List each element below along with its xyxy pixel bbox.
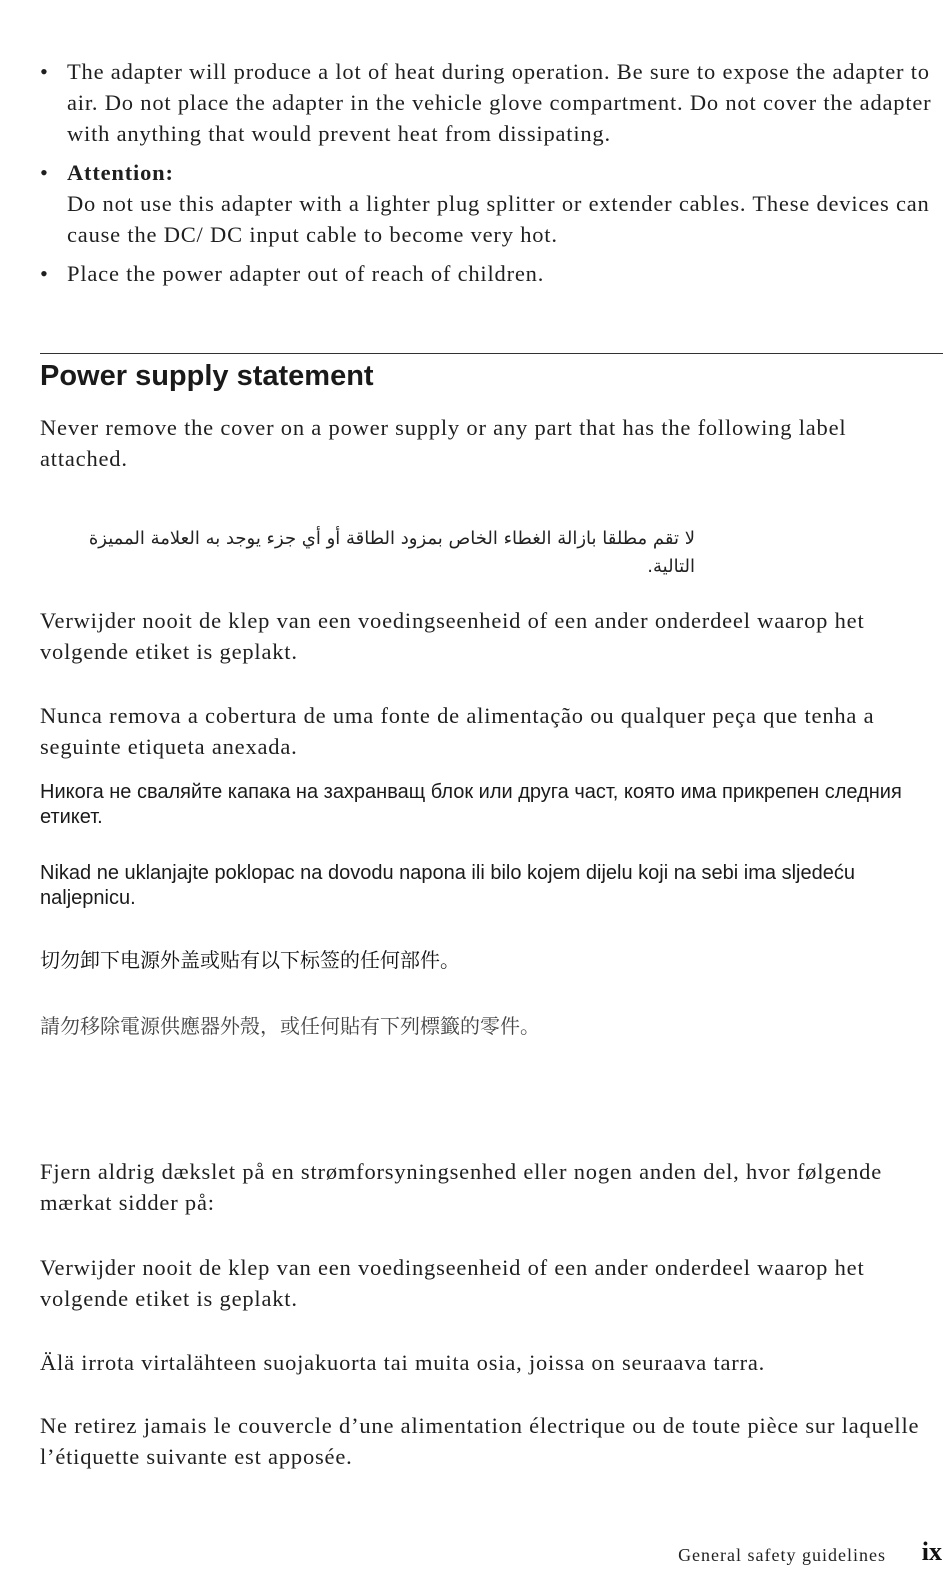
dutch-statement-repeat: Verwijder nooit de klep van een voedingseenheid of een ander onderdeel waarop het volgende etiket is geplakt. xyxy=(40,1255,865,1311)
bullet-text: The adapter will produce a lot of heat during operation. Be sure to expose the adapter to air. Do not place the adapter in the vehicle glove compartment. Do not cover the adapter with anything that would prevent heat from dissipating. xyxy=(67,59,932,146)
bullet-item-attention xyxy=(40,157,940,250)
section-heading: Power supply statement xyxy=(40,360,374,392)
danish-statement: Fjern aldrig dækslet på en strømforsyningsenhed eller nogen anden del, hvor følgende mærkat sidder på: xyxy=(40,1159,882,1215)
finnish-statement: Älä irrota virtalähteen suojakuorta tai muita osia, joissa on seuraava tarra. xyxy=(40,1350,766,1375)
bullet-list xyxy=(40,56,940,297)
bullet-text: Place the power adapter out of reach of children. xyxy=(67,261,545,286)
intro-paragraph: Never remove the cover on a power supply or any part that has the following label attached. xyxy=(40,415,847,471)
arabic-statement: لا تقم مطلقا بازالة الغطاء الخاص بمزود الطاقة أو أي جزء يوجد به العلامة المميزة التالية. xyxy=(88,528,695,577)
dutch-statement: Verwijder nooit de klep van een voedingseenheid of een ander onderdeel waarop het volgende etiket is geplakt. xyxy=(40,608,865,664)
chinese-traditional-statement: 請勿移除電源供應器外殼，或任何貼有下列標籤的零件。 xyxy=(40,1014,540,1038)
french-statement: Ne retirez jamais le couvercle d’une alimentation électrique ou de toute pièce sur laquelle l’étiquette suivante est apposée. xyxy=(40,1413,920,1469)
bullet-icon: • xyxy=(40,160,49,185)
bullet-text: Do not use this adapter with a lighter plug splitter or extender cables. These devices can cause the DC/ DC input cable to become very hot. xyxy=(67,191,930,247)
bullet-icon: • xyxy=(40,261,49,286)
bullet-item-children xyxy=(40,258,940,289)
section-divider xyxy=(40,353,943,354)
bullet-item-heat xyxy=(40,56,940,149)
attention-label: Attention: xyxy=(67,160,174,185)
chinese-simplified-statement: 切勿卸下电源外盖或贴有以下标签的任何部件。 xyxy=(40,948,460,972)
bullet-icon: • xyxy=(40,59,49,84)
portuguese-statement: Nunca remova a cobertura de uma fonte de alimentação ou qualquer peça que tenha a seguinte etiqueta anexada. xyxy=(40,703,875,759)
page-number: ix xyxy=(921,1537,942,1566)
bulgarian-statement: Никога не сваляйте капака на захранващ блок или друга част, която има прикрепен следния етикет. xyxy=(40,781,902,828)
croatian-statement: Nikad ne uklanjajte poklopac na dovodu napona ili bilo kojem dijelu koji na sebi ima sljedeću naljepnicu. xyxy=(40,862,855,909)
footer-section-title: General safety guidelines xyxy=(678,1545,886,1565)
